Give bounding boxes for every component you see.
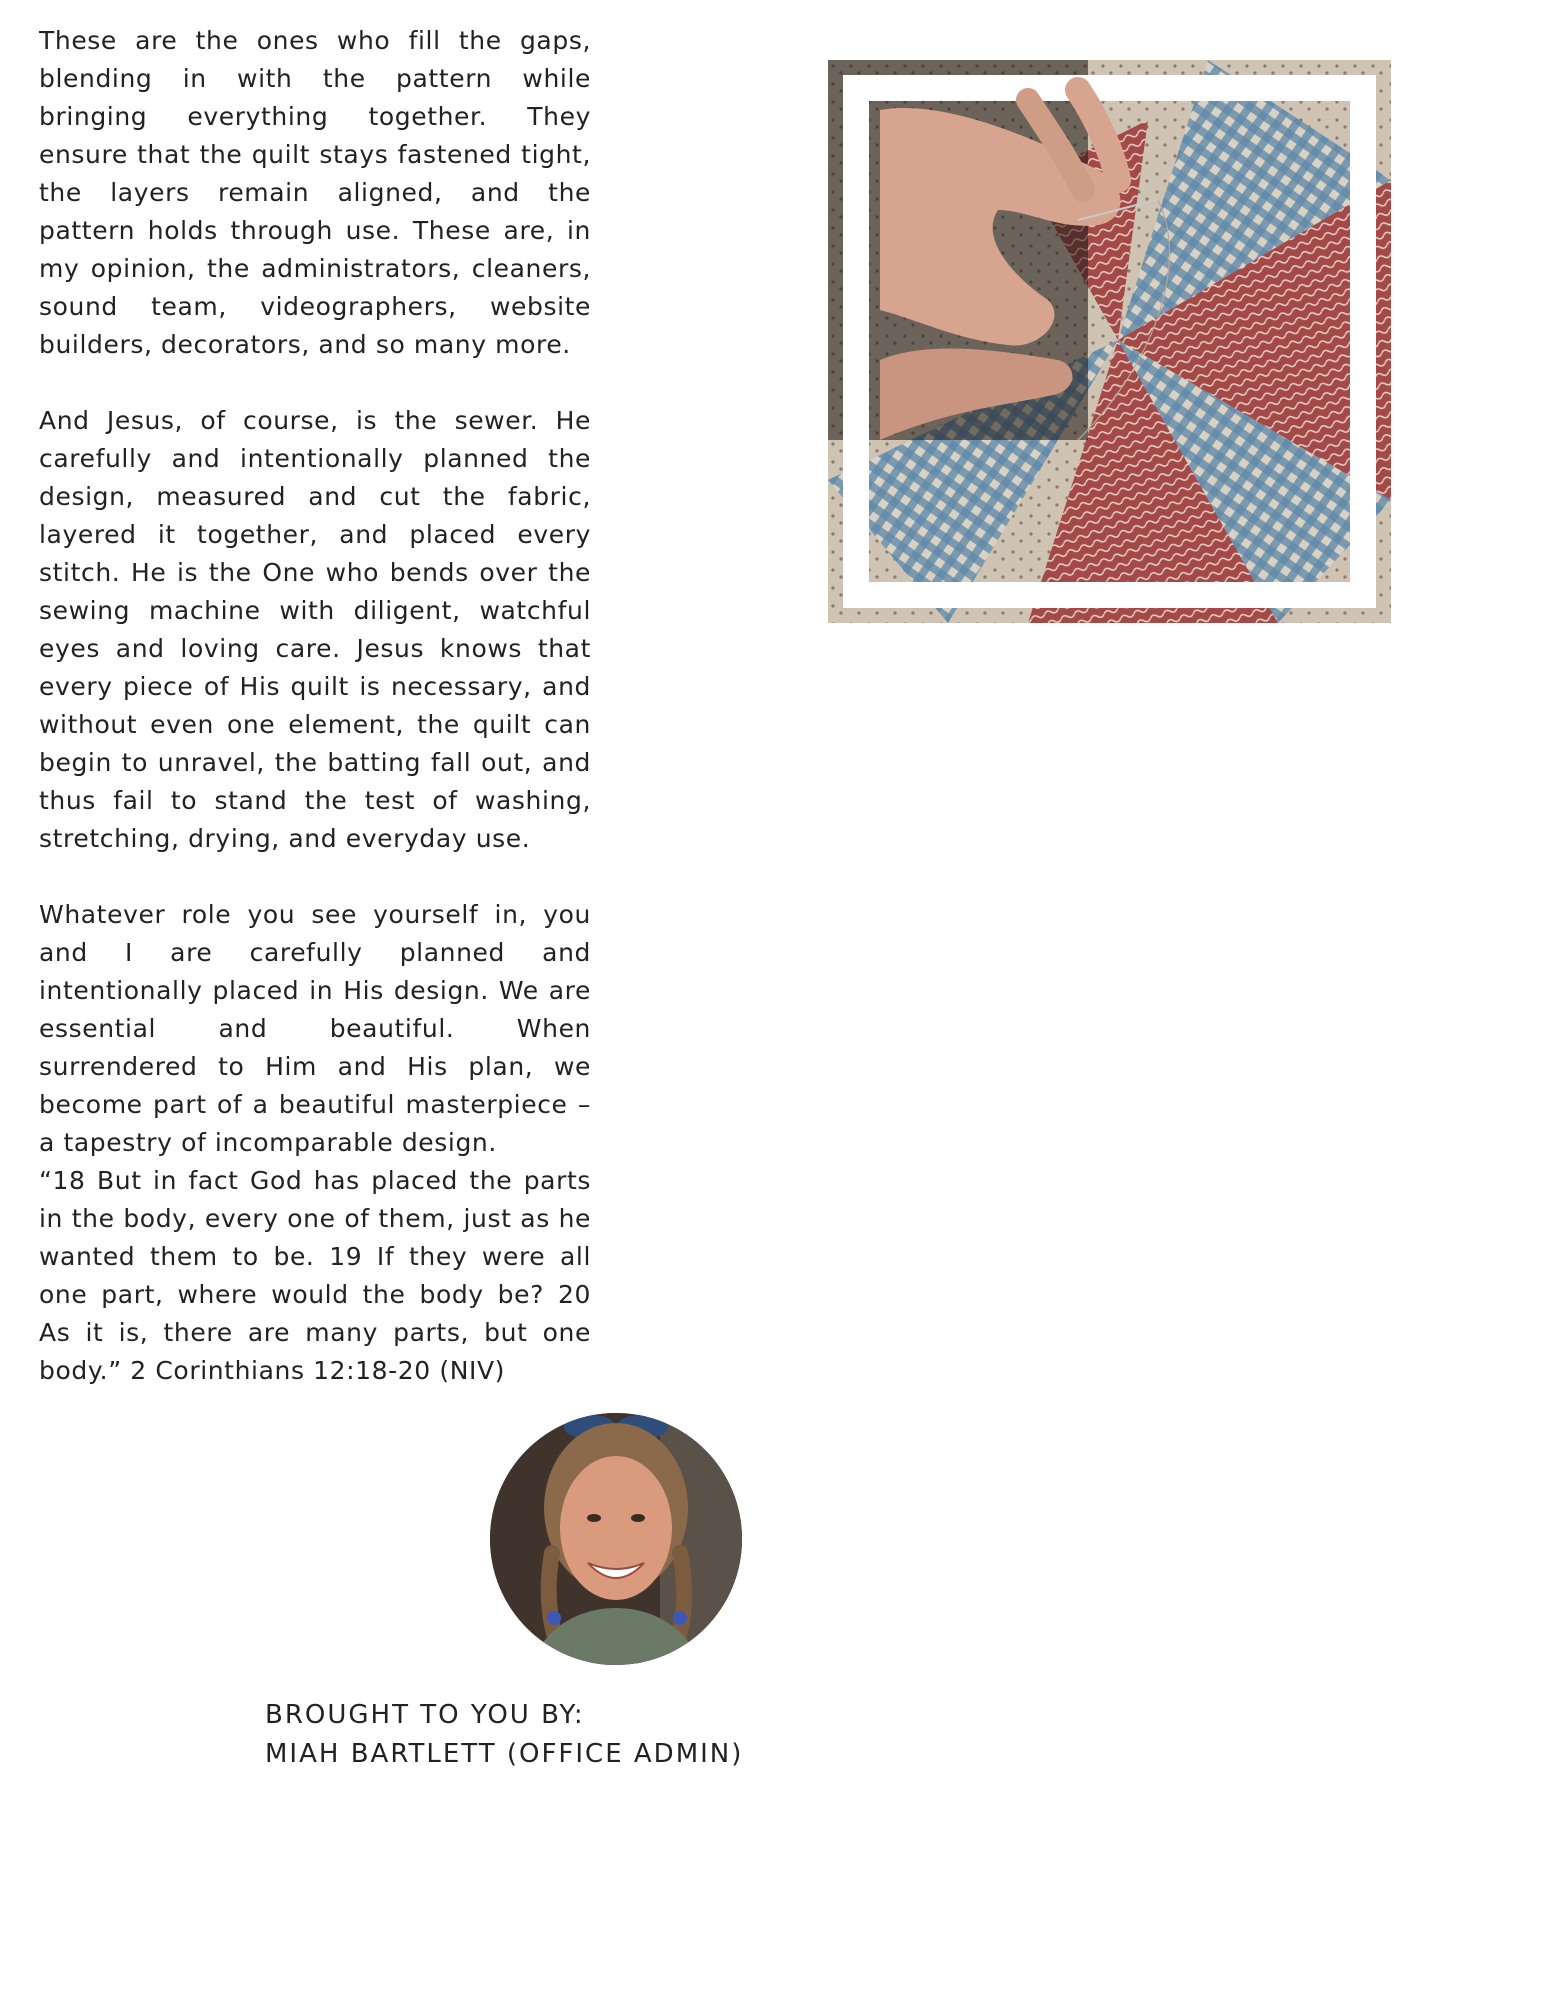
quilt-photo — [828, 60, 1391, 623]
scripture-quote: “18 But in fact God has placed the parts in the body, every one of them, just as he wanted them to be. 19 If they were all one part, where would the body be? 20 As it is, there are many parts, but one body.” 2 Corinthians 12:18-20 (NIV) — [39, 1166, 591, 1385]
author-avatar — [490, 1413, 742, 1665]
credit-author-name: MIAH BARTLETT (OFFICE ADMIN) — [265, 1739, 744, 1769]
article-paragraph: These are the ones who fill the gaps, blending in with the pattern while bringing everything together. They ensure that the quilt stays fastened tight, the layers remain aligned, and the pattern holds through use. These are, in my opinion, the administrators, cleaners, sound team, videographers, website builders, decorators, and so many more. — [39, 26, 591, 359]
author-credit — [265, 1696, 743, 1774]
article-paragraph: And Jesus, of course, is the sewer. He carefully and intentionally planned the design, measured and cut the fabric, layered it together, and placed every stitch. He is the One who bends over the sewing machine with diligent, watchful eyes and loving care. Jesus knows that every piece of His quilt is necessary, and without even one element, the quilt can begin to unravel, the batting fall out, and thus fail to stand the test of washing, stretching, drying, and everyday use. — [39, 406, 591, 853]
article-paragraph: Whatever role you see yourself in, you and I are carefully planned and intentionally placed in His design. We are essential and beautiful. When surrendered to Him and His plan, we become part of a beautiful masterpiece – a tapestry of incomparable design. — [39, 900, 591, 1157]
credit-label: BROUGHT TO YOU BY: — [265, 1700, 585, 1730]
article-body — [39, 22, 591, 1390]
